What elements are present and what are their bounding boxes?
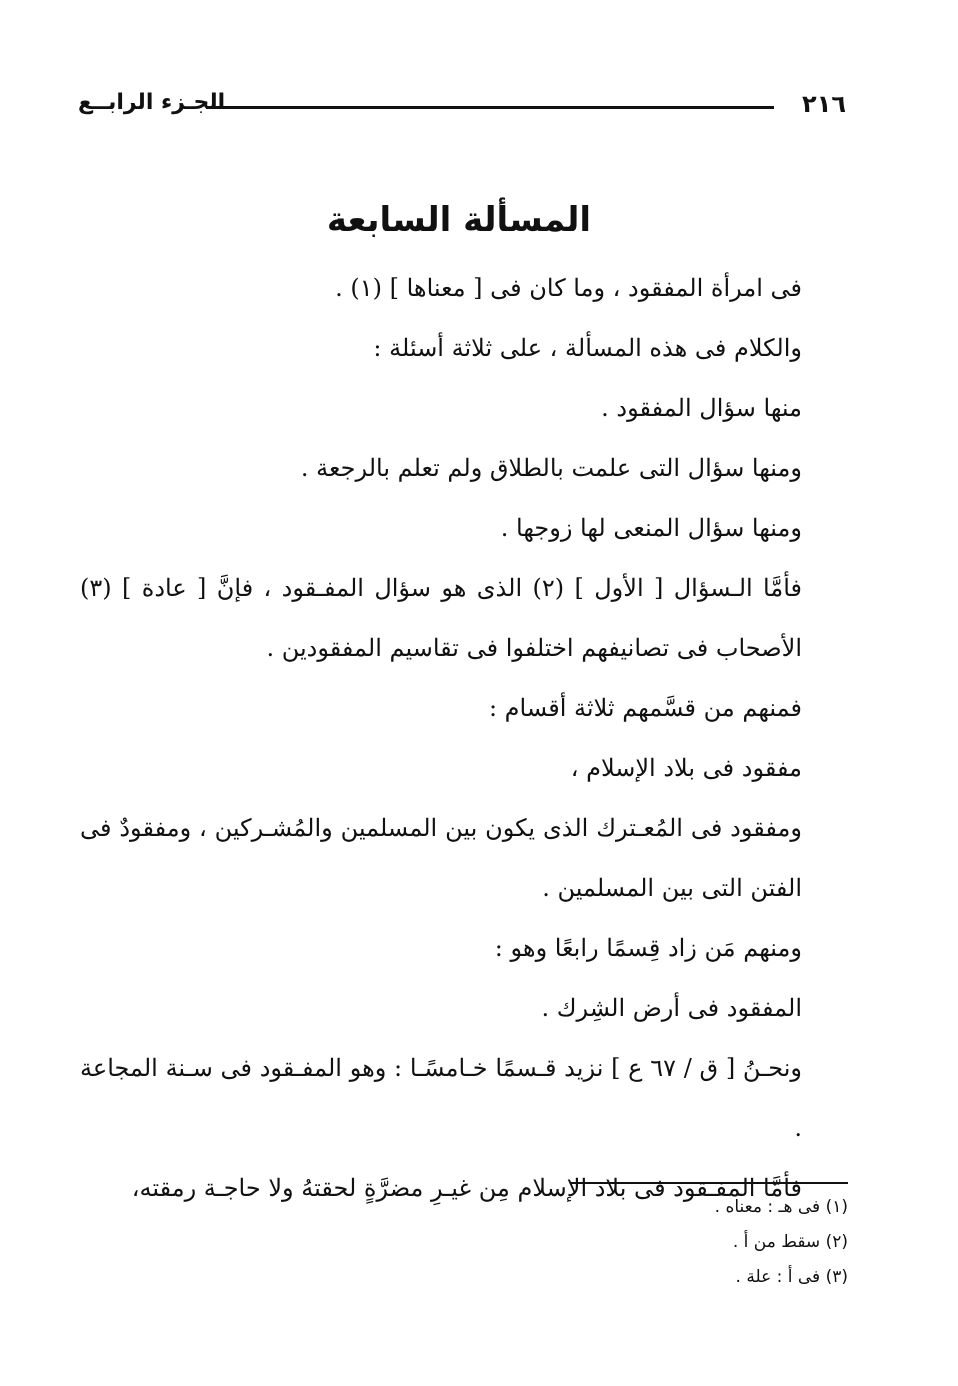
page-number: ٢١٦ [802, 90, 846, 118]
paragraph-12: ونحـنُ [ ق / ٦٧ ع ] نزيد قـسمًا خـامسًـا : وهو المفـقود فى سـنة المجاعة . [80, 1054, 802, 1142]
paragraph-2: والكلام فى هذه المسألة ، على ثلاثة أسئلة : [373, 334, 802, 362]
paragraph-1: فى امرأة المفقود ، وما كان فى [ معناها ] (١) . [335, 274, 802, 302]
footnote-2: (٢) سقط من أ . [732, 1232, 848, 1252]
paragraph-7: فمنهم من قسَّمهم ثلاثة أقسام : [488, 694, 802, 722]
body-text [80, 258, 848, 1218]
paragraph-9: ومفقود فى المُعـترك الذى يكون بين المسلمين والمُشـركين ، ومفقودٌ فى الفتن التى بين المسلمين . [80, 814, 802, 902]
paragraph-4: ومنها سؤال التى علمت بالطلاق ولم تعلم بالرجعة . [300, 454, 802, 482]
footnote-3: (٣) فى أ : علة . [735, 1267, 848, 1287]
section-title: المسألة السابعة [326, 200, 592, 240]
footnotes [560, 1190, 848, 1295]
running-header [78, 86, 846, 126]
paragraph-13: فأمَّا المفـقود فى بلاد الإسلام مِن غيـرِ مضرَّةٍ لحقتهُ ولا حاجـة رمقته، [131, 1174, 802, 1202]
paragraph-3: منها سؤال المفقود . [601, 394, 802, 422]
footnote-1: (١) فى هـ : معناه . [714, 1197, 848, 1217]
paragraph-11: المفقود فى أرض الشِرك . [541, 994, 802, 1022]
paragraph-8: مفقود فى بلاد الإسلام ، [570, 754, 802, 782]
paragraph-5: ومنها سؤال المنعى لها زوجها . [500, 514, 802, 542]
paragraph-10: ومنهم مَن زاد قِسمًا رابعًا وهو : [494, 934, 802, 962]
footnote-rule [570, 1182, 848, 1184]
volume-title: الجـزء الرابــع [78, 90, 226, 115]
header-rule [206, 106, 774, 109]
paragraph-6: فأمَّا الـسؤال [ الأول ] (٢) الذى هو سؤال المفـقود ، فإنَّ [ عادة ] (٣) الأصحاب فى تصانيفهم اختلفوا فى تقاسيم المفقودين . [80, 574, 803, 662]
